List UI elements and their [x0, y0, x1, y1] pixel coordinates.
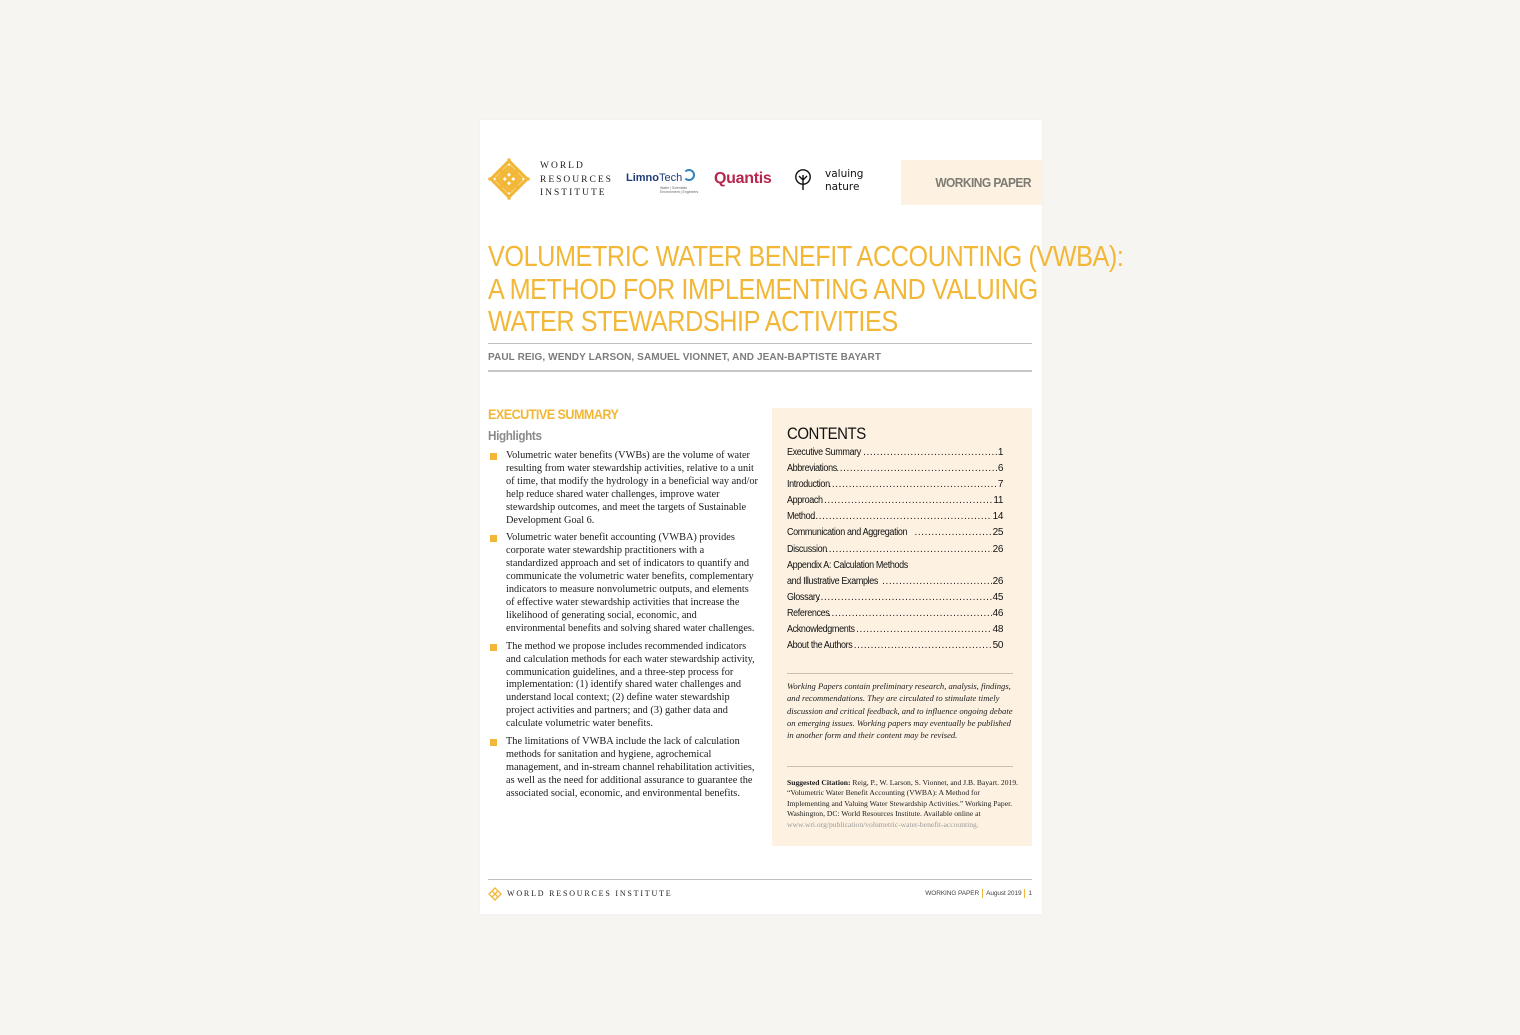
highlight-item	[488, 641, 758, 731]
toc-leader	[836, 461, 996, 477]
toc-item[interactable]	[787, 638, 1003, 654]
toc-leader	[882, 574, 992, 590]
toc-leader	[854, 638, 992, 654]
footer-divider	[488, 879, 1032, 880]
toc-page: 1	[997, 447, 1003, 458]
footer-meta	[925, 889, 1032, 898]
highlights-heading: Highlights	[488, 428, 542, 443]
bullet-square-icon	[490, 453, 497, 460]
toc-label: References	[787, 607, 830, 619]
bullet-square-icon	[490, 644, 497, 651]
title-line: WATER STEWARDSHIP ACTIVITIES	[488, 306, 898, 338]
toc-item[interactable]	[787, 477, 1003, 493]
document-title	[488, 241, 1124, 339]
toc-label: Communication and Aggregation	[787, 527, 908, 539]
contents-heading: CONTENTS	[787, 424, 866, 443]
title-line: A METHOD FOR IMPLEMENTING AND VALUING	[488, 273, 1038, 306]
bullet-square-icon	[490, 739, 497, 746]
footer-org-name: WORLD RESOURCES INSTITUTE	[507, 889, 673, 898]
title-line: VOLUMETRIC WATER BENEFIT ACCOUNTING (VWBA):	[488, 241, 1124, 273]
limnotech-logo	[626, 172, 682, 184]
toc-leader	[863, 445, 997, 461]
toc-label: Discussion	[787, 543, 827, 555]
highlight-text: Volumetric water benefits (VWBs) are the volume of water resulting from water stewardship activities, relative to a unit of time, that modify the hydrology in a beneficial way and/or help reduce shared water challenges, improve water stewardship outcomes, and meet the targets of Sustainable Development Goal 6.	[506, 450, 758, 526]
limnotech-swirl-icon	[683, 169, 695, 181]
authors: PAUL REIG, WENDY LARSON, SAMUEL VIONNET, AND JEAN-BAPTISTE BAYART	[488, 352, 882, 363]
citation-label: Suggested Citation:	[787, 778, 851, 787]
wri-wordmark-line: INSTITUTE	[540, 188, 607, 198]
toc-item[interactable]	[787, 558, 1003, 574]
toc-label: Appendix A: Calculation Methods	[787, 559, 908, 571]
highlights-list	[488, 450, 758, 806]
toc-label: About the Authors	[787, 640, 853, 652]
toc-leader	[828, 477, 996, 493]
toc-item[interactable]	[787, 542, 1003, 558]
toc-page: 48	[992, 624, 1003, 636]
citation-text: Reig, P., W. Larson, S. Vionnet, and J.B. Bayart. 2019. “Volumetric Water Benefit Accounting (VWBA): A Method for Implementing and Valuing Water Stewardship Activities.” Working Paper. Washington, DC: World Resources Institute. Available online at	[787, 778, 1019, 819]
toc-label: Introduction	[787, 479, 830, 491]
limnotech-name-suffix: Tech	[659, 172, 683, 184]
contents-divider	[787, 673, 1013, 674]
highlight-item	[488, 736, 758, 801]
toc-page: 26	[992, 543, 1003, 555]
toc-label: Approach	[787, 495, 823, 507]
citation-divider	[787, 766, 1013, 767]
toc-page: 46	[992, 607, 1003, 619]
highlight-text: The limitations of VWBA include the lack of calculation methods for sanitation and hygiene, agrochemical management, and in-stream channel rehabilitation activities, as well as the need for additional assurance to guarantee the associated social, economic, and environmental benefits.	[506, 736, 755, 799]
contents-panel	[772, 408, 1032, 846]
tree-icon	[794, 169, 812, 191]
toc-leader	[812, 509, 992, 525]
toc-item[interactable]	[787, 445, 1003, 461]
footer-separator	[1024, 889, 1025, 898]
toc-leader	[817, 590, 991, 606]
table-of-contents	[787, 445, 1003, 654]
footer-date: August 2019	[986, 890, 1022, 897]
toc-page: 25	[992, 527, 1003, 539]
quantis-logo: Quantis	[714, 170, 772, 187]
suggested-citation	[787, 778, 1019, 830]
footer-separator	[982, 889, 983, 898]
valuing-nature-line: valuing	[825, 168, 864, 180]
working-paper-badge	[901, 160, 1042, 205]
toc-item[interactable]	[787, 461, 1003, 477]
toc-label: Method	[787, 511, 815, 523]
toc-item[interactable]	[787, 509, 1003, 525]
bullet-square-icon	[490, 535, 497, 542]
authors-divider	[488, 370, 1032, 372]
working-paper-badge-label: WORKING PAPER	[935, 175, 1031, 190]
toc-page: 6	[997, 463, 1003, 475]
toc-leader	[915, 525, 992, 541]
document-page	[480, 120, 1124, 914]
toc-item[interactable]	[787, 493, 1003, 509]
toc-item[interactable]	[787, 525, 1003, 541]
toc-item[interactable]	[787, 574, 1003, 590]
highlight-item	[488, 450, 758, 527]
toc-leader	[828, 606, 992, 622]
executive-summary-heading: EXECUTIVE SUMMARY	[488, 406, 619, 422]
footer-series: WORKING PAPER	[925, 890, 980, 897]
toc-label: Abbreviations	[787, 463, 837, 475]
valuing-nature-line: nature	[825, 180, 860, 193]
wri-wordmark-line: WORLD	[540, 161, 585, 171]
toc-item[interactable]	[787, 590, 1003, 606]
wri-wordmark-line: RESOURCES	[540, 174, 613, 185]
toc-label: and Illustrative Examples	[787, 575, 879, 587]
highlight-item	[488, 532, 758, 635]
toc-label: Acknowledgments	[787, 624, 855, 636]
toc-label: Executive Summary	[787, 447, 861, 458]
citation-link[interactable]: www.wri.org/publication/volumetric-water-benefit-accounting.	[787, 819, 979, 829]
toc-page: 45	[992, 591, 1003, 603]
toc-page: 26	[992, 575, 1003, 587]
wri-logo-icon	[488, 158, 530, 200]
toc-page: 7	[997, 479, 1003, 491]
highlight-text: Volumetric water benefit accounting (VWBA) provides corporate water stewardship practitioners with a standardized approach and set of indicators to quantify and communicate the volumetric water benefits, complementary indicators to measure nonvolumetric outputs, and elements of effective water stewardship activities that increase the likelihood of generating social, economic, and environmental benefits and solving shared water challenges.	[506, 532, 755, 634]
toc-item[interactable]	[787, 622, 1003, 638]
valuing-nature-logo	[825, 168, 863, 193]
toc-page: 14	[992, 511, 1003, 523]
working-paper-note: Working Papers contain preliminary research, analysis, findings, and recommendations. They are circulated to stimulate timely discussion and critical feedback, and to influence ongoing debate on emerging issues. Working papers may eventually be published in another form and their content may be revised.	[787, 681, 1013, 741]
highlight-text: The method we propose includes recommended indicators and calculation methods for each water stewardship activity, communication guidelines, and a three-step process for implementation: (1) identify shared water challenges and understand local context; (2) define water stewardship project activities and partners; and (3) gather data and calculate volumetric water benefits.	[506, 640, 755, 730]
wri-footer-logo-icon	[488, 887, 502, 901]
title-divider	[488, 343, 1032, 344]
toc-item[interactable]	[787, 606, 1003, 622]
page-number: 1	[1028, 890, 1032, 897]
toc-leader	[856, 622, 992, 638]
limnotech-tagline: Water | Scientists Environment | Engineers	[660, 186, 699, 194]
toc-leader	[821, 493, 993, 509]
toc-page: 50	[992, 640, 1003, 652]
wri-wordmark	[540, 160, 613, 201]
toc-label: Glossary	[787, 591, 820, 603]
toc-page: 11	[993, 495, 1003, 507]
toc-leader	[825, 542, 991, 558]
limnotech-name: Limno	[626, 172, 659, 184]
